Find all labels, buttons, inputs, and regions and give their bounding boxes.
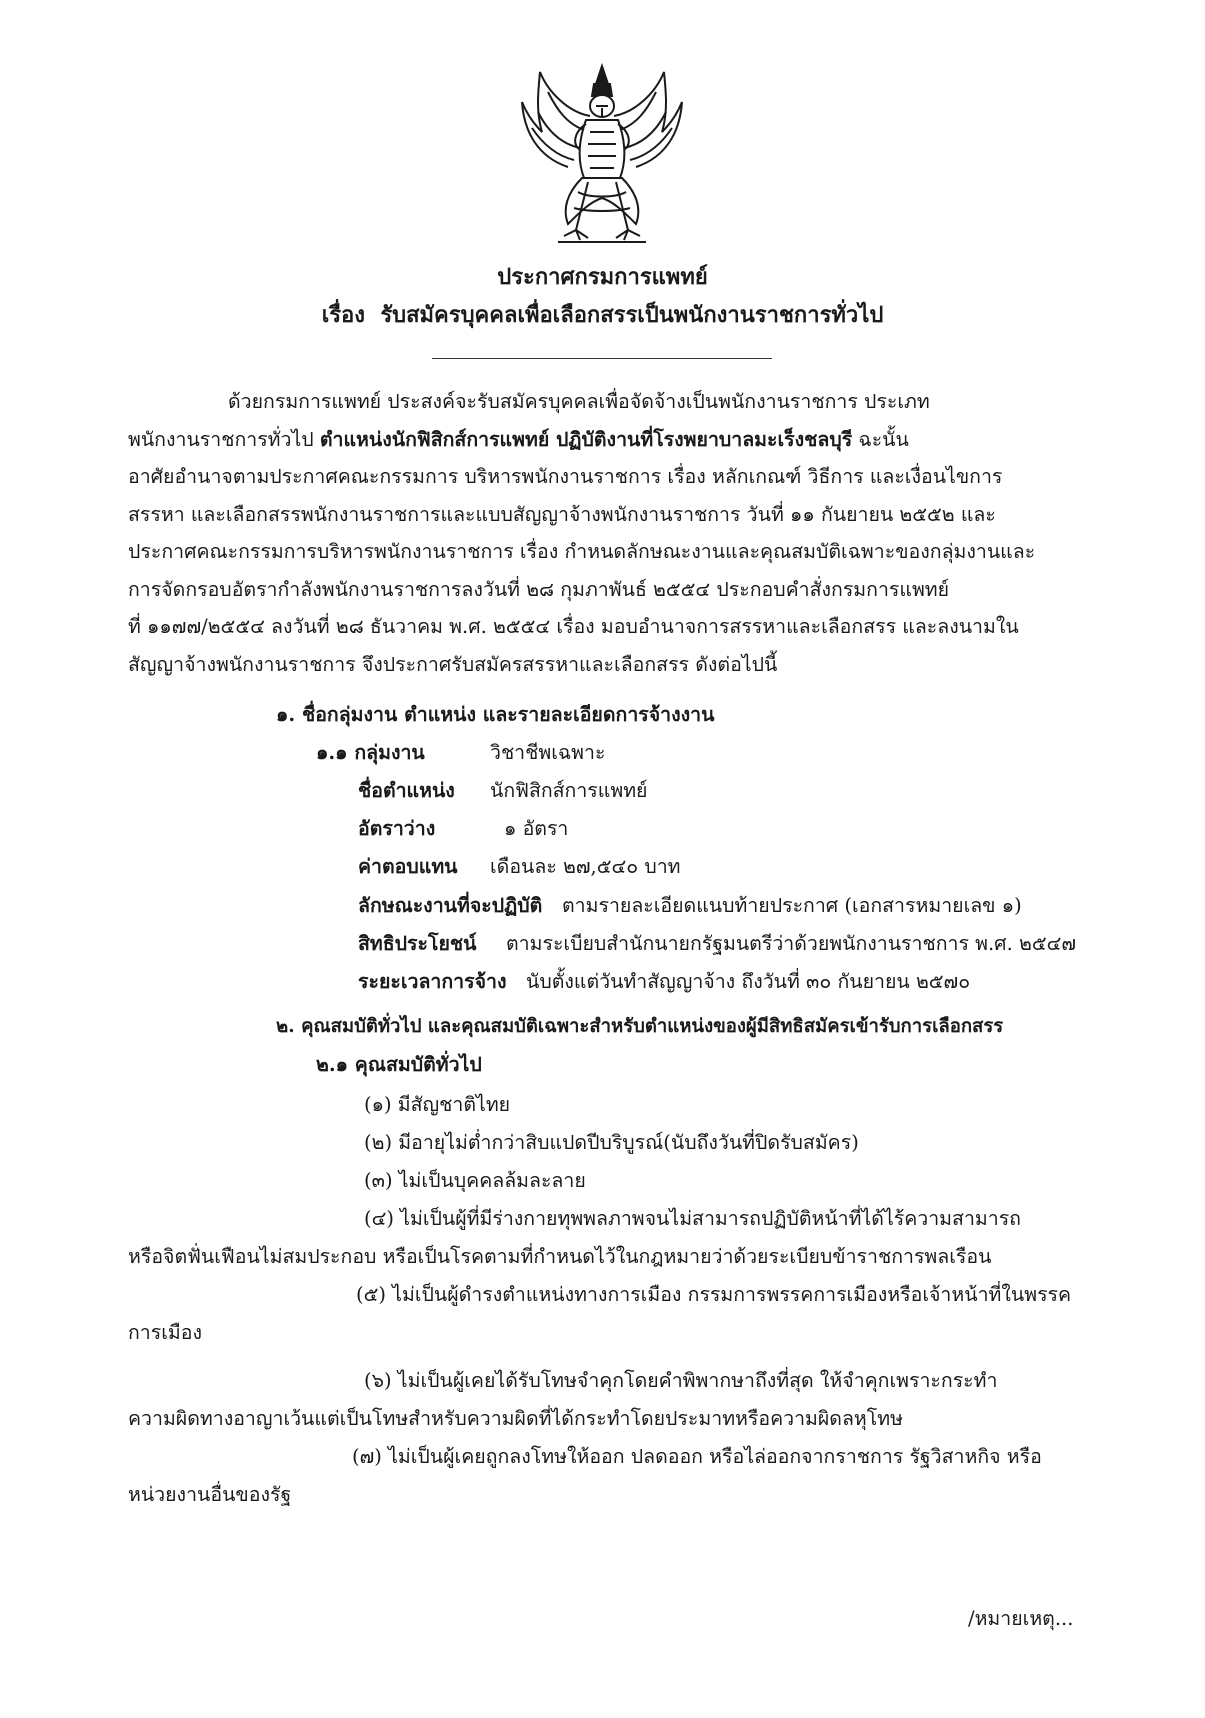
term-value: นับตั้งแต่วันทำสัญญาจ้าง ถึงวันที่ ๓๐ กันยายน ๒๕๗๐ bbox=[526, 970, 971, 993]
intro-line-4: สรรหา และเลือกสรรพนักงานราชการและแบบสัญญาจ้างพนักงานราชการ วันที่ ๑๑ กันยายน ๒๕๕๒ และ bbox=[128, 502, 996, 526]
intro-line-7: ที่ ๑๑๗๗/๒๕๕๔ ลงวันที่ ๒๘ ธันวาคม พ.ศ. ๒๕๕๔ เรื่อง มอบอำนาจการสรรหาและเลือกสรร และลงนามใน bbox=[128, 615, 1019, 638]
intro-line-1: ด้วยกรมการแพทย์ ประสงค์จะรับสมัครบุคคลเพื่อจัดจ้างเป็นพนักงานราชการ ประเภท bbox=[228, 390, 930, 413]
qualification-item-5a: (๕) ไม่เป็นผู้ดำรงตำแหน่งทางการเมือง กรรมการพรรคการเมืองหรือเจ้าหน้าที่ในพรรค bbox=[356, 1283, 1072, 1306]
intro-line-5: ประกาศคณะกรรมการบริหารพนักงานราชการ เรื่อง กำหนดลักษณะงานและคุณสมบัติเฉพาะของกลุ่มงานและ bbox=[128, 540, 1036, 563]
section2-heading: ๒. คุณสมบัติทั่วไป และคุณสมบัติเฉพาะสำหรับตำแหน่งของผู้มีสิทธิสมัครเข้ารับการเลือกสรร bbox=[276, 1016, 1004, 1037]
duty-value: ตามรายละเอียดแนบท้ายประกาศ (เอกสารหมายเลข ๑) bbox=[562, 894, 1022, 917]
garuda-emblem-icon bbox=[518, 62, 686, 247]
intro-line-6: การจัดกรอบอัตรากำลังพนักงานราชการลงวันที่ ๒๘ กุมภาพันธ์ ๒๕๕๔ ประกอบคำสั่งกรมการแพทย์ bbox=[128, 577, 950, 601]
pay-label: ค่าตอบแทน bbox=[358, 855, 458, 878]
vacancy-label: อัตราว่าง bbox=[358, 817, 436, 840]
page-title: ประกาศกรมการแพทย์ bbox=[497, 264, 708, 290]
qualification-item-2: (๒) มีอายุไม่ต่ำกว่าสิบแปดปีบริบูรณ์(นับถึงวันที่ปิดรับสมัคร) bbox=[364, 1131, 859, 1154]
continued-marker: /หมายเหตุ... bbox=[968, 1607, 1074, 1630]
intro-line-3: อาศัยอำนาจตามประกาศคณะกรรมการ บริหารพนักงานราชการ เรื่อง หลักเกณฑ์ วิธีการ และเงื่อนไขการ bbox=[128, 465, 1003, 488]
pay-value: เดือนละ ๒๗,๕๔๐ บาท bbox=[490, 855, 681, 878]
subject-line bbox=[0, 300, 1205, 330]
position-value: นักฟิสิกส์การแพทย์ bbox=[490, 779, 648, 802]
position-highlight: ตำแหน่งนักฟิสิกส์การแพทย์ ปฏิบัติงานที่โรงพยาบาลมะเร็งชลบุรี bbox=[319, 427, 853, 451]
qualification-item-6a: (๖) ไม่เป็นผู้เคยได้รับโทษจำคุกโดยคำพิพากษาถึงที่สุด ให้จำคุกเพราะกระทำ bbox=[364, 1369, 998, 1392]
term-label: ระยะเวลาการจ้าง bbox=[358, 970, 507, 993]
benefit-value: ตามระเบียบสำนักนายกรัฐมนตรีว่าด้วยพนักงานราชการ พ.ศ. ๒๕๔๗ bbox=[506, 932, 1076, 955]
intro-line-8: สัญญาจ้างพนักงานราชการ จึงประกาศรับสมัครสรรหาและเลือกสรร ดังต่อไปนี้ bbox=[128, 652, 778, 676]
group-value: วิชาชีพเฉพาะ bbox=[490, 741, 606, 764]
subject-text: รับสมัครบุคคลเพื่อเลือกสรรเป็นพนักงานราชการทั่วไป bbox=[380, 302, 884, 328]
qualification-item-4b: หรือจิตฟั่นเฟือนไม่สมประกอบ หรือเป็นโรคตามที่กำหนดไว้ในกฎหมายว่าด้วยระเบียบข้าราชการพลเรือน bbox=[128, 1245, 992, 1268]
vacancy-value: ๑ อัตรา bbox=[504, 817, 569, 840]
subject-label: เรื่อง bbox=[321, 302, 365, 328]
title-divider bbox=[432, 358, 772, 359]
section1-heading: ๑. ชื่อกลุ่มงาน ตำแหน่ง และรายละเอียดการจ้างงาน bbox=[276, 703, 715, 726]
section2-subheading: ๒.๑ คุณสมบัติทั่วไป bbox=[316, 1053, 482, 1076]
qualification-item-1: (๑) มีสัญชาติไทย bbox=[364, 1093, 511, 1116]
duty-label: ลักษณะงานที่จะปฏิบัติ bbox=[358, 894, 543, 917]
intro-line-2: พนักงานราชการทั่วไป ตำแหน่งนักฟิสิกส์การแพทย์ ปฏิบัติงานที่โรงพยาบาลมะเร็งชลบุรี ฉะนั้น bbox=[128, 427, 909, 451]
qualification-item-6b: ความผิดทางอาญาเว้นแต่เป็นโทษสำหรับความผิดที่ได้กระทำโดยประมาทหรือความผิดลหุโทษ bbox=[128, 1407, 903, 1430]
group-label: ๑.๑ กลุ่มงาน bbox=[316, 741, 425, 764]
qualification-item-4a: (๔) ไม่เป็นผู้ที่มีร่างกายทุพพลภาพจนไม่สามารถปฏิบัติหน้าที่ได้ไร้ความสามารถ bbox=[364, 1207, 1021, 1230]
qualification-item-5b: การเมือง bbox=[128, 1321, 202, 1344]
qualification-item-7b: หน่วยงานอื่นของรัฐ bbox=[128, 1483, 292, 1506]
benefit-label: สิทธิประโยชน์ bbox=[358, 932, 477, 955]
qualification-item-7a: (๗) ไม่เป็นผู้เคยถูกลงโทษให้ออก ปลดออก หรือไล่ออกจากราชการ รัฐวิสาหกิจ หรือ bbox=[352, 1445, 1042, 1468]
position-label: ชื่อตำแหน่ง bbox=[358, 779, 455, 802]
intro-paragraph bbox=[128, 383, 1088, 683]
qualification-item-3: (๓) ไม่เป็นบุคคลล้มละลาย bbox=[364, 1169, 586, 1192]
